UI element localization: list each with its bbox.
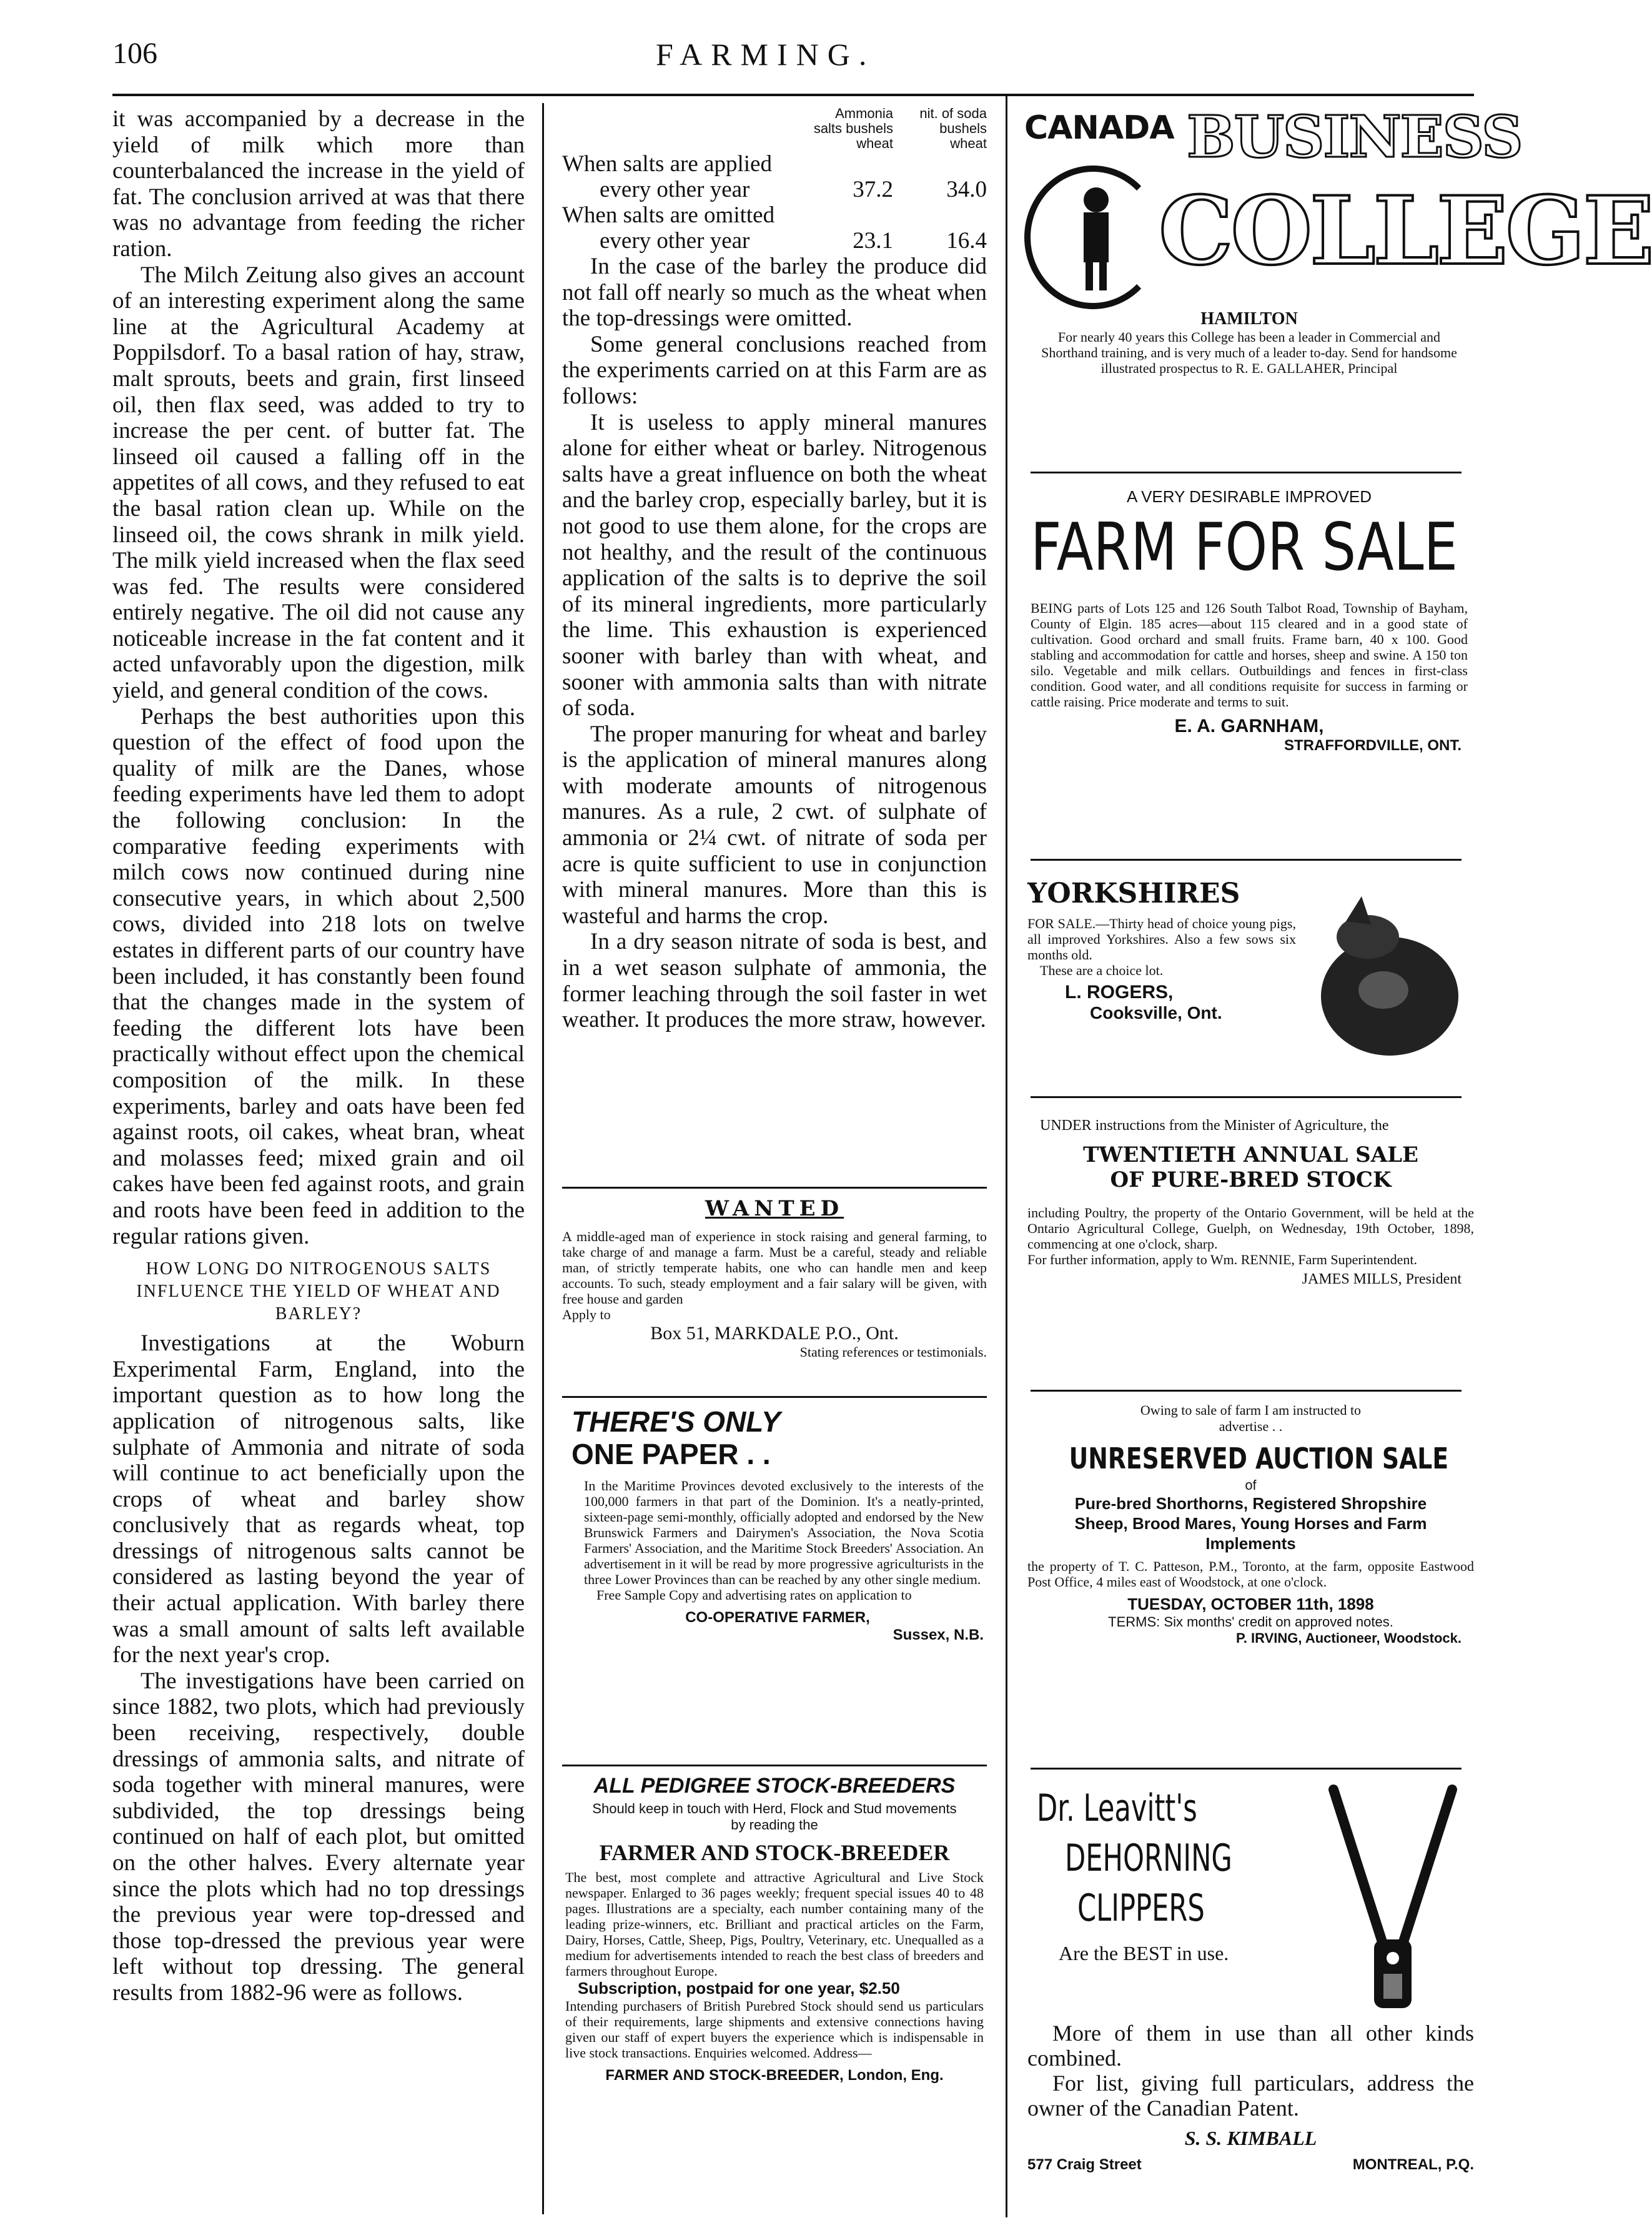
page-number: 106 [112, 37, 157, 70]
breeders-paper: FARMER AND STOCK-BREEDER [599, 1840, 950, 1865]
ad-breeders [565, 1774, 984, 2084]
farm-name: E. A. GARNHAM, [1174, 716, 1324, 736]
annual-intro: UNDER instructions from the Minister of Agriculture, the [1040, 1117, 1389, 1134]
ad-divider [1031, 472, 1462, 473]
wanted-address: Box 51, MARKDALE P.O., Ont. [650, 1323, 899, 1344]
clippers-line-1: Dr. Leavitt's [1037, 1786, 1197, 1830]
paragraph: The Milch Zeitung also gives an account of an interesting experiment along the same line at the Agricultural Academy at Poppilsdorf. To a basal ration of hay, straw, malt sprouts, beets and grain, first linseed oil, then flax seed, was added to try to increase the per cent. of butter fat. The linseed oil caused a falling off in the appetites of all cows, and they refused to eat the basal ration clean up. While on the linseed oil, the cows shrank in milk yield. The milk yield increased when the flax seed was fed. The results were considered entirely negative. The oil did not cause any noticeable increase in the fat content and it acted unfavorably upon the digestion, milk yield, and general condition of the cows. [112, 262, 525, 704]
paragraph: The investigations have been carried on since 1882, two plots, which had previously been receiving, respectively, double dressings of ammonia salts, and nitrate of soda together with mineral manures, were subdivided, the top dressings being continued on half of each plot, but omitted on the other halves. Every alternate year since the plots which had no top dressings the previous year were top-dressed and those top-dressed the previous year were left without top dressing. The general results from 1882-96 were as follows. [112, 1668, 525, 2006]
column-divider [542, 103, 544, 2214]
ad-one-paper [571, 1405, 984, 1644]
ad-divider [562, 1396, 987, 1398]
table-row [562, 202, 987, 228]
yorkshires-title: YORKSHIRES [1027, 878, 1240, 909]
paper-title-2: ONE PAPER . . [571, 1438, 771, 1470]
column-2 [562, 106, 987, 1033]
table-header: Ammonia salts bushels wheat [813, 106, 893, 151]
table-row [562, 151, 987, 177]
header-rule [112, 94, 1474, 96]
clippers-illustration-icon [1321, 1783, 1465, 2021]
ad-divider [1031, 1768, 1462, 1770]
paper-body: In the Maritime Provinces devoted exclusively to the interests of the 100,000 farmers in that part of the Dominion. It's a neatly-printed, sixteen-page semi-monthly, officially adopted and endorsed by the New Brunswick Farmers and Dairymen's Association, the Nova Scotia Farmers' Association, and the Maritime Stock Breeders' Association. An advertisement in it will be read by more progressive agriculturists in the three Lower Provinces than can be reached by any other single medium. [584, 1478, 984, 1587]
ad-column-divider [1006, 94, 1007, 2217]
ad-dehorning-clippers [1027, 1783, 1474, 2214]
clippers-tag: Are the BEST in use. [1059, 1942, 1229, 1964]
table-cell: every other year [600, 177, 750, 202]
table-cell: 16.4 [946, 228, 987, 254]
breeders-subscription: Subscription, postpaid for one year, $2.50 [578, 1979, 900, 1998]
paragraph: it was accompanied by a decrease in the yield of milk which more than counterbalanced the increase in the yield of fat. The conclusion arrived at was that there was no advantage from feeding the richer ration. [112, 106, 525, 262]
farm-place: STRAFFORDVILLE, ONT. [1284, 737, 1462, 754]
clippers-line-2: DEHORNING [1065, 1836, 1232, 1880]
breeders-sub: Should keep in touch with Herd, Flock and Stud movements by reading the [592, 1801, 957, 1833]
paper-free: Free Sample Copy and advertising rates on application to [596, 1587, 912, 1603]
wanted-apply: Apply to [562, 1307, 611, 1322]
paragraph: It is useless to apply mineral manures alone for either wheat or barley. Nitrogenous salts have a great influence on both the wheat and the barley crop, especially barley, but it is not good to use them alone, for the crops are not healthy, and the result of the continuous application of the salts is to deprive the soil of its mineral ingredients, more particularly the lime. This exhaustion is experienced sooner with barley than with wheat, and sooner with ammonia salts than with nitrate of soda. [562, 409, 987, 721]
table-cell: 34.0 [946, 177, 987, 202]
breeders-body2: Intending purchasers of British Purebred Stock should send us particulars of their requirements, large shipments and extensive connections having given our staff of expert buyers the experience which is indispensable in live stock transactions. Enquiries welcomed. Address— [565, 1998, 984, 2061]
clippers-body: More of them in use than all other kinds combined. [1027, 2021, 1474, 2071]
paragraph: In the case of the barley the produce did not fall off nearly so much as the wheat when the top-dressings were omitted. [562, 254, 987, 332]
annual-body: including Poultry, the property of the Ontario Government, will be held at the Ontario Agricultural College, Guelph, on Wednesday, 19th October, 1898, commencing at one o'clock, sharp. [1027, 1205, 1474, 1252]
section-subheading: HOW LONG DO NITROGENOUS SALTS INFLUENCE THE YIELD OF WHEAT AND BARLEY? [136, 1259, 501, 1324]
farm-body: BEING parts of Lots 125 and 126 South Talbot Road, Township of Bayham, County of Elgin. 185 acres—about 115 cleared and in a good state of cultivation. Good orchard and small fruits. Frame barn, 40 x 100. Good stabling and accommodation for cattle and horses, sheep and swine. A 150 ton silo. Vegetable and milk cellars. Outbuildings and fences in first-class condition. Good water, and all conditions requisite for success in farming or cattle raising. Price moderate and terms to suit. [1031, 600, 1468, 710]
ad-wanted [562, 1196, 987, 1360]
pig-illustration-icon [1308, 890, 1471, 1077]
yorkshires-body: FOR SALE.—Thirty head of choice young pigs, all improved Yorkshires. Also a few sows six months old. [1027, 916, 1296, 963]
column-1 [112, 106, 525, 2006]
college-logo [1024, 103, 1652, 309]
clippers-line-3: CLIPPERS [1077, 1886, 1205, 1930]
yield-table [562, 106, 987, 254]
ad-farm-for-sale [1024, 487, 1474, 755]
ad-divider [562, 1765, 987, 1766]
ad-divider [1031, 1390, 1462, 1392]
running-title: FARMING. [656, 37, 876, 72]
auction-intro: Owing to sale of farm I am instructed to advertise . . [1140, 1402, 1362, 1434]
college-word-college: COLLEGE [1159, 176, 1652, 286]
college-word-business: BUSINESS [1187, 103, 1522, 171]
auction-date: TUESDAY, OCTOBER 11th, 1898 [1127, 1595, 1374, 1613]
clippers-name: S. S. KIMBALL [1184, 2127, 1317, 2149]
annual-sign: JAMES MILLS, President [1302, 1271, 1462, 1287]
paper-place: Sussex, N.B. [893, 1626, 984, 1643]
ad-divider [1031, 1096, 1462, 1098]
annual-title-2: OF PURE-BRED STOCK [1110, 1167, 1392, 1192]
clippers-address: 577 Craig Street [1027, 2156, 1142, 2173]
paragraph: Some general conclusions reached from the experiments carried on at this Farm are as follows: [562, 331, 987, 409]
annual-body2: For further information, apply to Wm. RENNIE, Farm Superintendent. [1027, 1252, 1418, 1267]
annual-title-1: TWENTIETH ANNUAL SALE [1083, 1142, 1418, 1167]
farm-kicker: A VERY DESIRABLE IMPROVED [1126, 487, 1372, 506]
college-body: For nearly 40 years this College has been a leader in Commercial and Shorthand training, and is very much of a leader to-day. Send for handsome illustrated prospectus to R. E. GALLAHER, Principal [1041, 329, 1457, 376]
paragraph: Investigations at the Woburn Experimental Farm, England, into the important question as to how long the application of nitrogenous salts, like sulphate of Ammonia and nitrate of soda will continue to act beneficially upon the crops of wheat and barley show conclusively that as regards wheat, top dressings of nitrogenous salts cannot be considered as lasting beyond the year of their actual application. With barley there was a small amount of salts left available for the next year's crop. [112, 1330, 525, 1668]
paper-name: CO-OPERATIVE FARMER, [685, 1609, 870, 1626]
table-cell: every other year [600, 228, 750, 254]
auction-body: the property of T. C. Patteson, P.M., Toronto, at the farm, opposite Eastwood Post Office, 4 miles east of Woodstock, at one o'clock. [1027, 1558, 1474, 1590]
ad-yorkshires [1027, 878, 1474, 1084]
table-header: nit. of soda bushels wheat [919, 106, 987, 151]
ad-divider [1031, 859, 1462, 861]
college-city: HAMILTON [1200, 309, 1298, 329]
table-row [562, 228, 987, 254]
table-cell: 37.2 [853, 177, 893, 202]
table-row [562, 177, 987, 202]
auction-auctioneer: P. IRVING, Auctioneer, Woodstock. [1235, 1630, 1462, 1646]
auction-of: of [1245, 1477, 1257, 1493]
auction-items: Pure-bred Shorthorns, Registered Shropshire Sheep, Brood Mares, Young Horses and Farm Implements [1074, 1494, 1427, 1553]
yorkshires-body2: These are a choice lot. [1040, 963, 1164, 978]
wanted-note: Stating references or testimonials. [799, 1344, 987, 1360]
ad-business-college [1024, 103, 1652, 376]
table-cell: When salts are omitted [562, 202, 775, 228]
breeders-title: ALL PEDIGREE STOCK-BREEDERS [593, 1774, 956, 1798]
paragraph: In a dry season nitrate of soda is best, and in a wet season sulphate of ammonia, the former leaching through the soil faster in wet weather. It produces the more straw, however. [562, 929, 987, 1033]
breeders-body: The best, most complete and attractive Agricultural and Live Stock newspaper. Enlarged to 36 pages weekly; frequent special issues 40 to 48 pages. Illustrations are a specialty, each number containing many of the leading prize-winners, etc. Brilliant and practical articles on the Farm, Dairy, Horses, Cattle, Sheep, Pigs, Poultry, Veterinary, etc. Unequalled as a medium for advertisements intended to reach the best class of breeders and farmers throughout Europe. [565, 1869, 984, 1979]
auction-title: UNRESERVED AUCTION SALE [1069, 1442, 1449, 1475]
ad-auction-sale [1027, 1402, 1474, 1646]
ad-divider [562, 1187, 987, 1189]
breeders-footer: FARMER AND STOCK-BREEDER, London, Eng. [605, 2067, 944, 2084]
farm-title: FARM FOR SALE [1031, 509, 1458, 585]
paragraph: The proper manuring for wheat and barley is the application of mineral manures along with moderate amounts of nitrogenous manures. As a rule, 2 cwt. of sulphate of ammonia or 2¼ cwt. of nitrate of soda per acre is quite sufficient to use in conjunction with mineral manures. More than this is wasteful and harms the crop. [562, 721, 987, 929]
table-cell: 23.1 [853, 228, 893, 254]
paper-title-1: THERE'S ONLY [571, 1405, 781, 1438]
auction-terms: TERMS: Six months' credit on approved notes. [1108, 1614, 1393, 1630]
wanted-title: WANTED [705, 1196, 844, 1221]
table-cell: When salts are applied [562, 151, 772, 177]
college-word-canada: CANADA [1024, 109, 1174, 147]
wanted-body: A middle-aged man of experience in stock raising and general farming, to take charge of and manage a farm. Must be a careful, steady and reliable man, of strictly temperate habits, one who can handle men and keep accounts. To such, steady employment and a fair salary will be given, with free house and garden [562, 1229, 987, 1307]
college-figure-icon [1062, 184, 1130, 290]
ad-annual-sale [1027, 1118, 1474, 1288]
paragraph: Perhaps the best authorities upon this question of the effect of food upon the quality of milk are the Danes, whose feeding experiments have led them to adopt the following conclusion: In the comparative feeding experiments with milch cows now continued during nine consecutive years, in which about 2,500 cows, divided into 218 lots on twelve estates in different parts of our country have been included, it has constantly been found that the changes made in the system of feeding the different lots have been practically without effect upon the chemical composition of the milk. In these experiments, barley and oats have been fed against roots, oil cakes, wheat bran, wheat and molasses feed; mixed grain and oil cakes have been fed against roots, and grain and roots have been feed in addition to the regular rations given. [112, 703, 525, 1249]
clippers-city: MONTREAL, P.Q. [1352, 2156, 1474, 2173]
yorkshires-name: L. ROGERS, [1065, 982, 1174, 1003]
yorkshires-place: Cooksville, Ont. [1090, 1003, 1222, 1022]
clippers-body2: For list, giving full particulars, address the owner of the Canadian Patent. [1027, 2071, 1474, 2121]
